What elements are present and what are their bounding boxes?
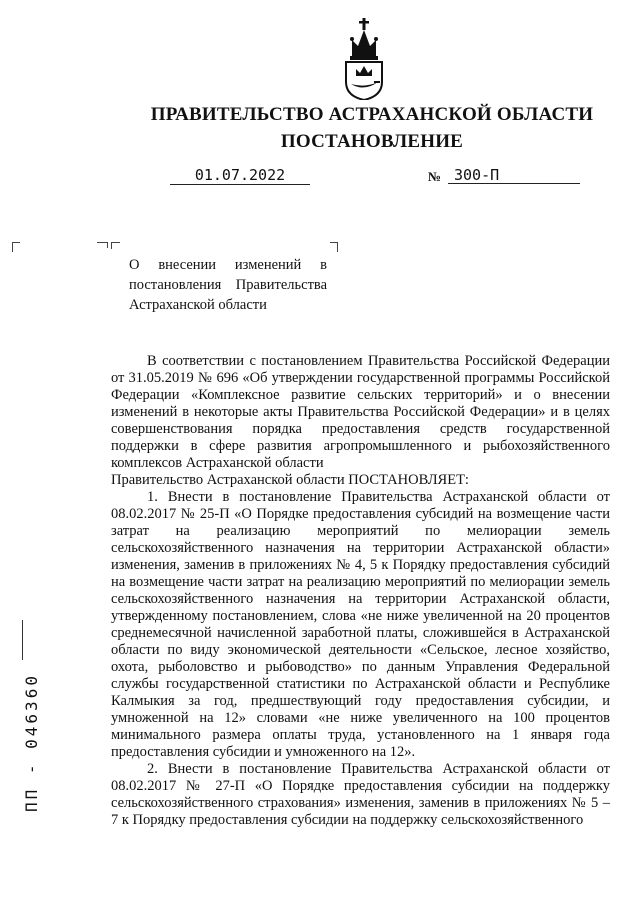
serial-number: ПП - 046360 [22, 673, 41, 812]
margin-rule [22, 620, 23, 660]
coat-of-arms-icon [338, 12, 390, 100]
bracket-corner-right [330, 242, 338, 252]
bracket-corner-mid-right [97, 242, 108, 248]
resolves-line: Правительство Астраханской области ПОСТАНОВЛЯЕТ: [111, 472, 469, 488]
preamble-paragraph: В соответствии с постановлением Правительства Российской Федерации от 31.05.2019 № 696 «Об утверждении государственной программы Российской Федерации «Комплексное развитие сельских территорий» и о внесении изменений в некоторые акты Правительства Российской Федерации» и в целях совершенствования порядка предоставления средств государственной поддержки в сфере развития агропромышленного и рыбохозяйственного комплексов Астраханской области [111, 353, 610, 471]
number-sign: № [428, 169, 442, 184]
document-type: ПОСТАНОВЛЕНИЕ [280, 131, 464, 152]
clause-2-paragraph: 2. Внести в постановление Правительства Астраханской области от 08.02.2017 № 27-П «О Порядке предоставления субсидии на поддержку сельскохозяйственного страхования» изменения, заменив в приложениях № 5 – 7 к Порядку предоставления субсидии на поддержку сельскохозяйственного [111, 761, 610, 828]
clause-1-paragraph: 1. Внести в постановление Правительства Астраханской области от 08.02.2017 № 25-П «О Порядке предоставления субсидий на возмещение части затрат на реализацию мероприятий по мелиорации земель сельскохозяйственного назначения на территории Астраханской области» изменения, заменив в приложениях № 4, 5 к Порядку предоставления субсидий на возмещение части затрат на реализацию мероприятий по мелиорации земель сельскохозяйственного назначения на территории Астраханской области, утвержденному постановлением, слова «не ниже увеличенной на 20 процентов среднемесячной начисленной заработной платы, сложившейся в Астраханской области по виду экономической деятельности «Сельское, лесное хозяйство, охота, рыболовство и рыбоводство» по данным Управления Федеральной службы государственной статистики по Астраханской области и Республике Калмыкия за год, предшествующий году предоставления субсидии, и умноженной на 12» словами «не ниже увеличенного на 100 процентов минимального размера оплаты труда, установленного на 1 января года предоставления субсидии и умноженного на 12». [111, 489, 610, 760]
document-body [111, 353, 610, 829]
bracket-corner-left [12, 242, 20, 252]
document-date: 01.07.2022 [170, 166, 310, 185]
document-subject: О внесении изменений в постановления Правительства Астраханской области [129, 257, 327, 313]
document-number: 300-П [448, 166, 580, 184]
org-title: ПРАВИТЕЛЬСТВО АСТРАХАНСКОЙ ОБЛАСТИ [150, 104, 594, 125]
bracket-corner-mid-left [111, 242, 120, 249]
